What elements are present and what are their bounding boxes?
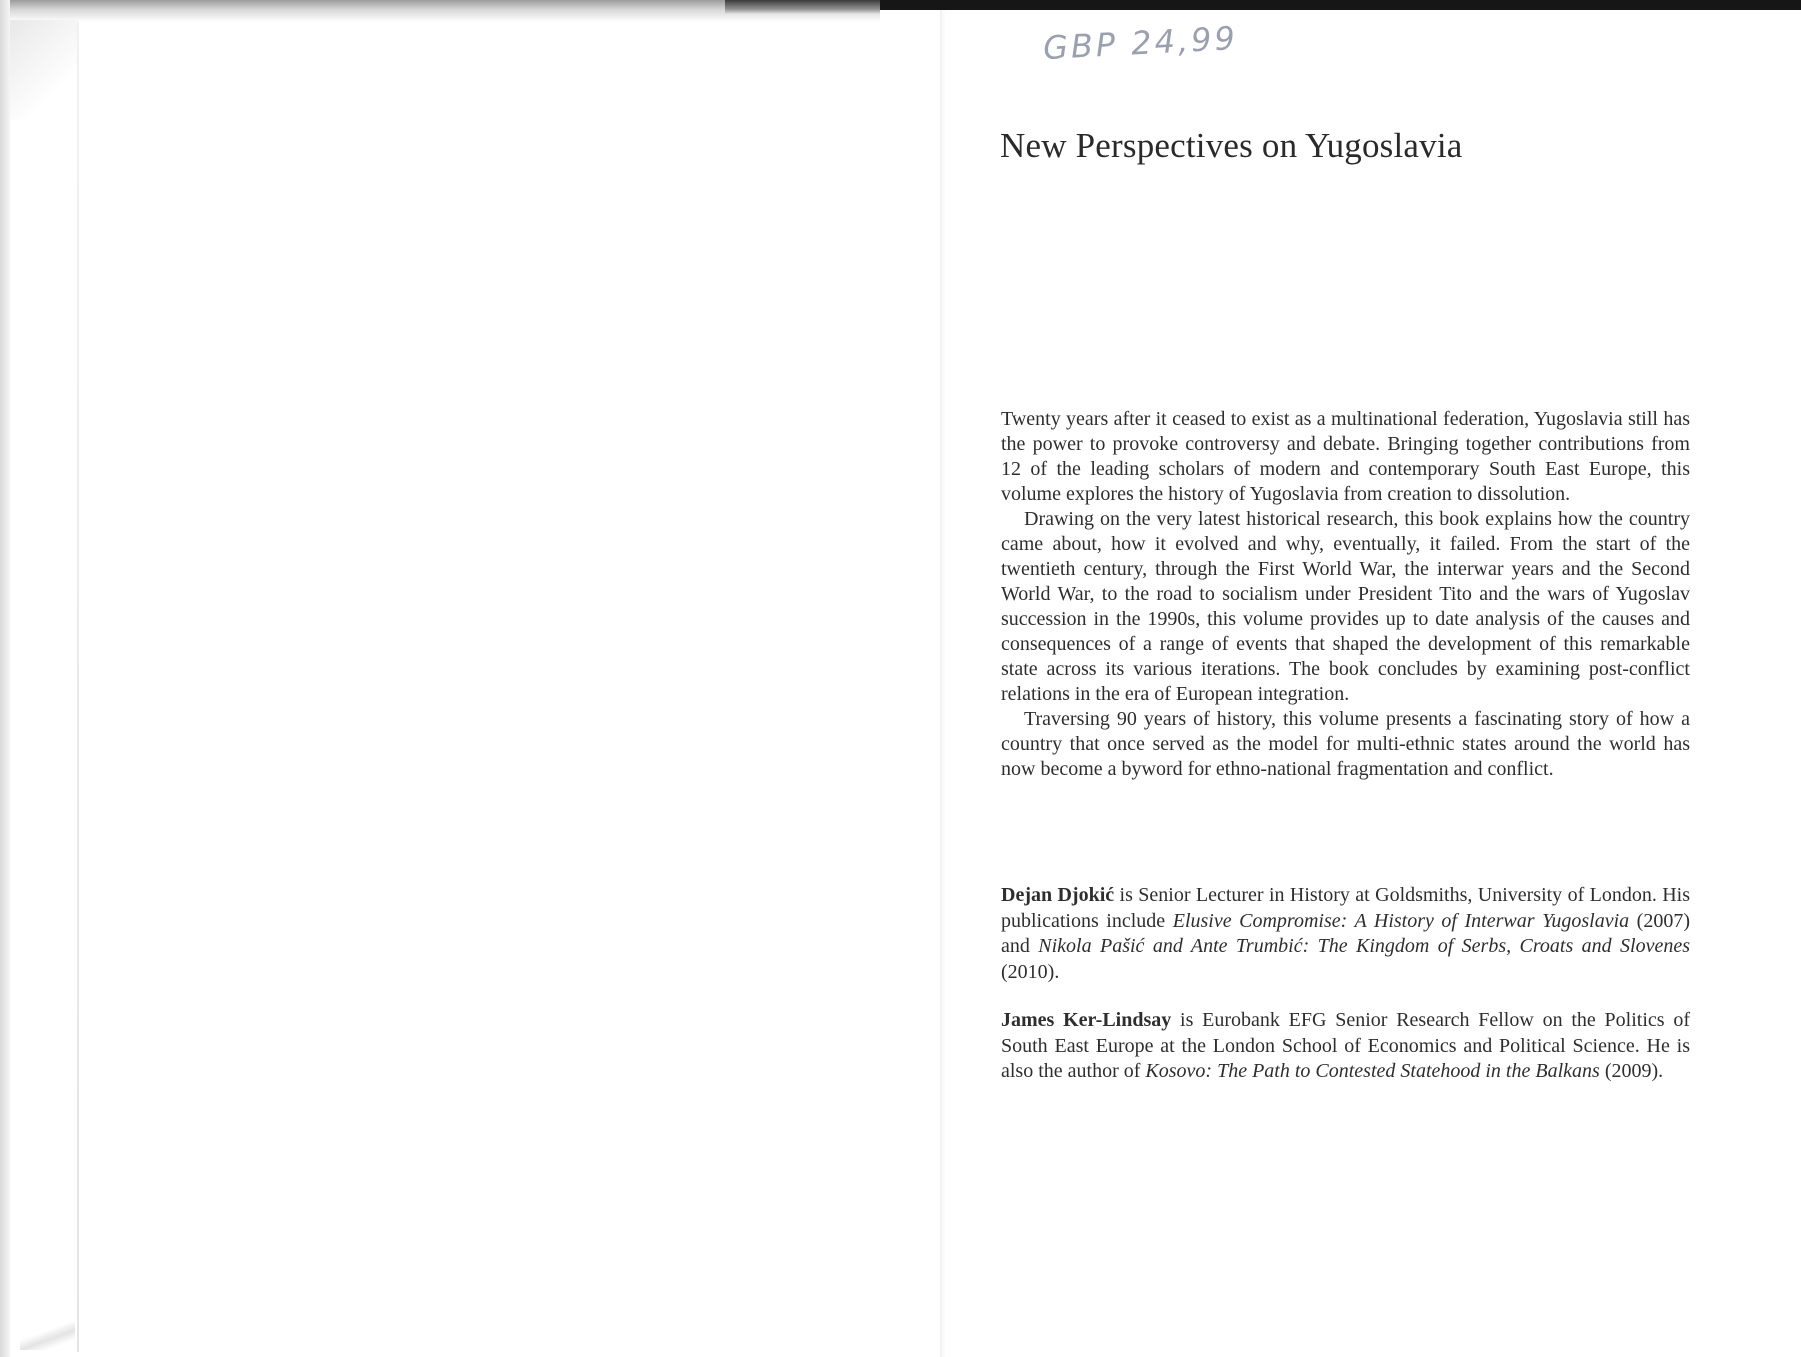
blurb xyxy=(1001,407,1690,782)
scan-edge-dark-patch xyxy=(725,0,880,14)
book-citation: Elusive Compromise: A History of Interwar Yugoslavia xyxy=(1172,909,1630,932)
scan-edge-left xyxy=(0,0,10,1357)
author-bio-djokic xyxy=(1001,883,1690,985)
scan-smudge xyxy=(20,1320,75,1350)
author-name: Dejan Djokić xyxy=(1001,884,1115,906)
blurb-paragraph-3: Traversing 90 years of history, this volume presents a fascinating story of how a country that once served as the model for multi-ethnic states around the world has now become a byword for ethno-national fragmentation and conflict. xyxy=(1001,708,1690,780)
blurb-paragraph-2: Drawing on the very latest historical research, this book explains how the country came about, how it evolved and why, eventually, it failed. From the start of the twentieth century, through the First World War, the interwar years and the Second World War, to the road to socialism under President Tito and the wars of Yugoslav succession in the 1990s, this volume provides up to date analysis of the causes and consequences of a range of events that shaped the development of this remarkable state across its various iterations. The book concludes by examining post-conflict relations in the era of European integration. xyxy=(1001,508,1690,705)
book-gutter xyxy=(940,10,946,1357)
page-edge-line xyxy=(77,22,79,1352)
bio-text: is Senior Lecturer in History at Goldsmiths, University of London. His publications include xyxy=(1001,884,1690,932)
scan-edge-top-right xyxy=(880,0,1801,10)
book-citation: Nikola Pašić and Ante Trumbić: The Kingdom of Serbs, Croats and Slovenes xyxy=(1038,935,1690,957)
bio-text: (2009). xyxy=(1599,1060,1664,1082)
author-bio-ker-lindsay xyxy=(1001,1008,1690,1085)
bio-text: (2007) and xyxy=(1001,909,1691,957)
book-citation: Kosovo: The Path to Contested Statehood in the Balkans xyxy=(1145,1060,1600,1082)
book-title: New Perspectives on Yugoslavia xyxy=(1000,126,1463,165)
author-name: James Ker-Lindsay xyxy=(1001,1009,1172,1031)
bio-text: (2010). xyxy=(1001,960,1060,983)
bio-text: is Eurobank EFG Senior Research Fellow on the Politics of South East Europe at the London School of Economics and Political Science. He is also the author of xyxy=(1001,1009,1690,1082)
handwritten-price-note: GBP 24,99 xyxy=(1042,18,1239,68)
blurb-paragraph-1: Twenty years after it ceased to exist as a multinational federation, Yugoslavia still has the power to provoke controversy and debate. Bringing together contributions from 12 of the leading scholars of modern and contemporary South East Europe, this volume explores the history of Yugoslavia from creation to dissolution. xyxy=(1001,408,1690,505)
page-corner-shade xyxy=(10,20,78,120)
